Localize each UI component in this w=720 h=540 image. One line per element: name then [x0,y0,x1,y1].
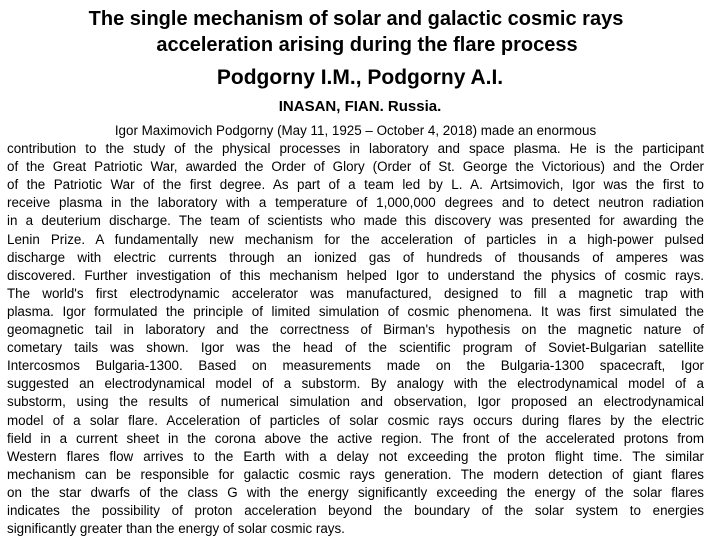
abstract-line: Intercosmos Bulgaria-1300. Based on measurements made on the Bulgaria-1300 spacecraft, Igor [7,358,704,374]
abstract-line: receive plasma in the laboratory with a temperature of 1,000,000 degrees and to detect neutron radiation [7,195,704,211]
abstract-line: model of a solar flare. Acceleration of particles of solar cosmic rays occurs during flares by the electric [7,412,704,428]
abstract-line: Lenin Prize. A fundamentally new mechanism for the acceleration of particles in a high-power pulsed [7,231,704,247]
abstract-line: of the Patriotic War of the first degree. As part of a team led by L. A. Artsimovich, Igor was the first to [7,177,704,193]
abstract-line: discharge with electric currents through an ionized gas of hundreds of thousands of amperes was [7,249,704,265]
abstract-line: contribution to the study of the physical processes in laboratory and space plasma. He is the participant [7,141,704,157]
abstract-line: discovered. Further investigation of this mechanism helped Igor to understand the physics of cosmic rays. [7,267,704,283]
affiliation: INASAN, FIAN. Russia. [278,98,442,115]
abstract-line: The world's first electrodynamic accelerator was manufactured, designed to fill a magnetic trap with [7,285,704,301]
abstract-line: Western flares flow arrives to the Earth with a delay not exceeding the proton flight time. The similar [7,448,704,464]
abstract-line: plasma. Igor formulated the principle of limited simulation of cosmic phenomena. It was first simulated the [7,303,704,319]
abstract-line: geomagnetic tail in laboratory and the correctness of Birman's hypothesis on the magnetic nature of [7,322,704,338]
abstract-line: substorm, using the results of numerical simulation and observation, Igor proposed an electrodynamical [7,394,704,410]
abstract-line: of the Great Patriotic War, awarded the Order of Glory (Order of St. George the Victorious) and the Order [7,159,704,175]
document-title-line-1: The single mechanism of solar and galactic cosmic rays [88,8,624,30]
abstract-line: significantly greater than the energy of solar cosmic rays. [7,521,345,537]
abstract-line: mechanism can be responsible for galactic cosmic rays generation. The modern detection of giant flares [7,466,704,482]
document-title-line-2: acceleration arising during the flare process [156,34,578,56]
authors: Podgorny I.M., Podgorny A.I. [216,66,504,89]
abstract-line: Igor Maximovich Podgorny (May 11, 1925 – October 4, 2018) made an enormous [114,123,597,138]
abstract-line: suggested an electrodynamical model of a substorm. By analogy with the electrodynamical model of a [7,376,704,392]
abstract-line: in a deuterium discharge. The team of scientists who made this discovery was presented for awarding the [7,213,704,229]
abstract-line: field in a current sheet in the corona above the active region. The front of the accelerated protons from [7,430,704,446]
abstract-body [7,122,704,538]
abstract-line: cometary tails was shown. Igor was the head of the scientific program of Soviet-Bulgarian satellite [7,340,704,356]
abstract-line: indicates the possibility of proton acceleration beyond the boundary of the solar system to energies [7,502,704,518]
abstract-line: on the star dwarfs of the class G with the energy significantly exceeding the energy of the solar flares [7,484,704,500]
